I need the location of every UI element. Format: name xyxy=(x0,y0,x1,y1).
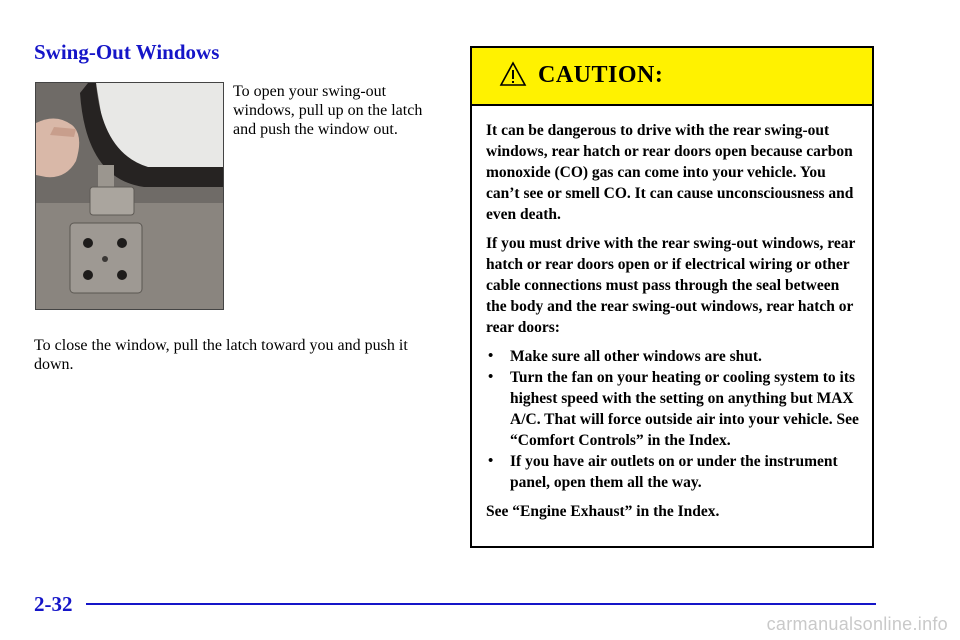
caution-title: CAUTION: xyxy=(538,62,664,88)
warning-triangle-icon xyxy=(499,61,527,87)
intro-text: To open your swing-out windows, pull up on the latch and push the window out. xyxy=(233,83,423,138)
caution-closing: See “Engine Exhaust” in the Index. xyxy=(486,503,720,520)
bullet-text: Make sure all other windows are shut. xyxy=(510,348,762,365)
bullet-icon: • xyxy=(488,369,494,385)
bullet-icon: • xyxy=(488,453,494,469)
caution-box xyxy=(470,46,874,548)
caution-body xyxy=(472,106,872,522)
caution-paragraph: It can be dangerous to drive with the rear swing-out windows, rear hatch or rear doors open because carbon monoxide (CO) gas can come into your vehicle. You can’t see or smell CO. It can cause unconsciousness and even death. xyxy=(486,122,854,223)
bullet-text: If you have air outlets on or under the instrument panel, open them all the way. xyxy=(510,453,838,491)
bullet-text: Turn the fan on your heating or cooling system to its highest speed with the setting on anything but MAX A/C. That will force outside air into your vehicle. See “Comfort Controls” in the Index. xyxy=(510,369,859,449)
section-title: Swing-Out Windows xyxy=(34,40,220,64)
watermark: carmanualsonline.info xyxy=(766,614,948,634)
bullet-icon: • xyxy=(488,348,494,364)
list-item xyxy=(486,367,860,451)
list-item xyxy=(486,346,860,367)
page-number: 2-32 xyxy=(34,592,73,616)
latch-photo xyxy=(35,82,224,310)
list-item xyxy=(486,451,860,493)
caution-header xyxy=(472,48,872,106)
footer-rule xyxy=(86,603,876,605)
caution-bullet-list xyxy=(486,346,860,493)
closing-text: To close the window, pull the latch toward you and push it down. xyxy=(34,337,408,373)
swing-out-window-latch-photo xyxy=(36,83,223,309)
caution-paragraph: If you must drive with the rear swing-out windows, rear hatch or rear doors open or if electrical wiring or other cable connections must pass through the seal between the body and the rear swing-out windows, rear hatch or rear doors: xyxy=(486,235,856,336)
